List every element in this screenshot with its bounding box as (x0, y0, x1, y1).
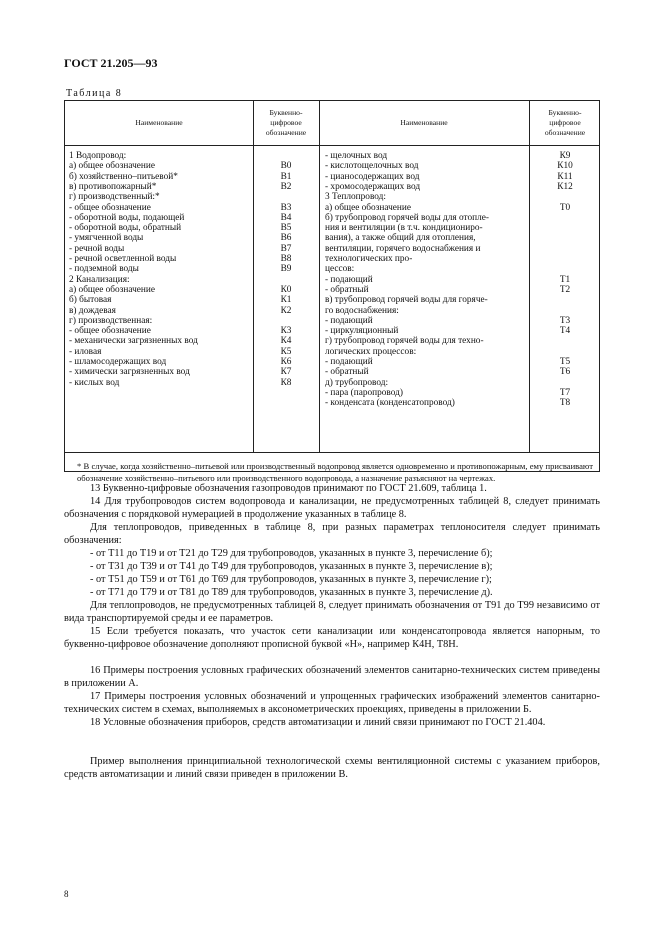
table-row-code: Т8 (559, 398, 571, 409)
table-row-name: технологических про- (325, 254, 413, 264)
column-header-name-right: Наименование (400, 118, 448, 127)
table-row-name: г) трубопровод горячей воды для техно- (325, 336, 484, 347)
table-row-name: вания), а также общий для отопления, (325, 233, 476, 244)
table-row-name: - кислотощелочных вод (325, 161, 419, 172)
table-row-name: - кислых вод (69, 377, 120, 388)
table-row-name: б) трубопровод горячей воды для отопле- (325, 212, 489, 223)
paragraph: Пример выполнения принципиальной технологической схемы вентиляционной системы с указанием приборов, средств автоматизации и линий связи приведен в приложении В. (64, 756, 600, 780)
column-header-code-right: Буквенно- цифровое обозначение (544, 108, 586, 137)
table-row-code: К8 (280, 377, 292, 388)
table-row-code: В2 (280, 181, 292, 192)
table-divider (65, 452, 599, 453)
table-row-code: Т6 (559, 367, 571, 378)
table-row-name: 3 Теплопровод: (325, 192, 386, 203)
list-item: - от Т31 до Т39 и от Т41 до Т49 для трубопроводов, указанных в пункте 3, перечисление в); (90, 561, 493, 572)
document-header: ГОСТ 21.205—93 (64, 56, 158, 70)
table-footnote: * В случае, когда хозяйственно–питьевой или производственный водопровод является одновременно и противопожарным, ему присваивают обозначение хозяйственно–питьевого или производственного водопровода, а назначение разъясняют на чертежах. (77, 461, 593, 483)
table-row-code: К4 (280, 336, 292, 347)
table-row-code: К2 (280, 305, 292, 316)
table-row-code: В4 (280, 212, 292, 223)
paragraph: 18 Условные обозначения приборов, средств автоматизации и линий связи принимают по ГОСТ 21.404. (90, 717, 546, 728)
table-row-name: а) общее обозначение (69, 284, 155, 295)
table-row-name: г) производственная: (69, 315, 153, 326)
table-row-code (529, 233, 601, 243)
table-row-code (529, 213, 601, 223)
table-row-name: - химически загрязненных вод (69, 367, 190, 378)
paragraph: 13 Буквенно-цифровые обозначения газопроводов принимают по ГОСТ 21.609, таблица 1. (90, 483, 487, 494)
list-item: - от Т71 до Т79 и от Т81 до Т89 для трубопроводов, указанных в пункте 3, перечисление д). (90, 587, 493, 598)
table-row-name: - пара (паропровод) (325, 387, 403, 398)
table-row-name: го водоснабжения: (325, 305, 399, 316)
paragraph: 15 Если требуется показать, что участок сети канализации или конденсатопровода является напорным, то буквенно-цифровое обозначение дополняют прописной буквой «Н», например К4Н, Т8Н. (64, 626, 600, 650)
table-row-name: - речной осветленной воды (69, 254, 177, 264)
table-row-code: Т1 (559, 274, 571, 285)
table-row-code: К1 (280, 295, 292, 306)
table-row-name: - речной воды (69, 243, 125, 254)
table-row-name: - умягченной воды (69, 233, 144, 244)
table-row-name: - механически загрязненных вод (69, 336, 198, 347)
table-row-code (253, 192, 319, 202)
table-row-name: г) производственный:* (69, 192, 160, 203)
table-row-name: - подающий (325, 274, 373, 285)
table-row-code: В1 (280, 171, 292, 182)
table-row-code: Т7 (559, 387, 571, 398)
table-row-code: Т5 (559, 357, 571, 367)
page-number: 8 (64, 889, 69, 899)
table-row-name: - обратный (325, 284, 369, 295)
table-row-code (529, 192, 601, 202)
table-row-name: - общее обозначение (69, 326, 151, 337)
paragraph: 17 Примеры построения условных обозначений и упрощенных графических изображений элементов санитарно-технических систем в схемах, выполняемых в аксонометрических проекциях, приведены в приложении Б. (64, 691, 600, 715)
table-row-name: а) общее обозначение (69, 161, 155, 172)
table-row-name: - хромосодержащих вод (325, 181, 421, 192)
table-row-code: К10 (557, 161, 573, 172)
table-row-name: - общее обозначение (69, 202, 151, 213)
list-item: - от Т11 до Т19 и от Т21 до Т29 для трубопроводов, указанных в пункте 3, перечисление б); (90, 548, 493, 559)
table-row-code (529, 244, 601, 254)
table-divider (319, 101, 320, 452)
table-row-code: В0 (280, 161, 292, 172)
table-row-code: В7 (280, 243, 292, 254)
table-row-name: б) бытовая (69, 295, 112, 306)
table-row-code: В8 (280, 254, 292, 264)
designation-table (64, 100, 600, 483)
table-row-code: Т3 (559, 315, 571, 326)
table-row-code (529, 306, 601, 316)
table-row-name: 2 Канализация: (69, 274, 130, 285)
table-row-name: - конденсата (конденсатопровод) (325, 398, 455, 409)
table-row-code (529, 223, 601, 233)
table-row-code (529, 347, 601, 357)
table-row-name: 1 Водопровод: (69, 151, 127, 161)
table-row-code: К0 (280, 284, 292, 295)
table-row-code (253, 316, 319, 326)
table-row-name: ния и вентиляции (в т.ч. кондициониро- (325, 223, 483, 234)
table-row-code: В6 (280, 233, 292, 244)
paragraph: Для теплопроводов, не предусмотренных таблицей 8, следует принимать обозначения от Т91 до Т99 независимо от вида транспортируемой среды и ее параметров. (64, 600, 600, 624)
table-row-code: Т4 (559, 326, 571, 337)
table-row-code: К5 (280, 346, 292, 357)
table-row-code (253, 151, 319, 161)
table-row-code: Т2 (559, 284, 571, 295)
table-row-code: К3 (280, 326, 292, 337)
table-row-name: логических процессов: (325, 346, 417, 357)
table-row-name: - шламосодержащих вод (69, 357, 167, 367)
table-row-name: - цианосодержащих вод (325, 171, 420, 182)
table-row-name: - оборотной воды, обратный (69, 223, 182, 234)
paragraph: 16 Примеры построения условных графических обозначений элементов санитарно-технических систем приведены в приложении А. (64, 665, 600, 689)
table-row-name: - оборотной воды, подающей (69, 212, 185, 223)
table-row-name: - щелочных вод (325, 151, 388, 161)
table-row-code: К7 (280, 367, 292, 378)
table-row-name: д) трубопровод: (325, 377, 389, 388)
paragraph: 14 Для трубопроводов систем водопровода и канализации, не предусмотренных таблицей 8, следует принимать обозначения с порядковой нумерацией в продолжение указанных в таблице 8. (64, 496, 600, 520)
table-row-code: К12 (557, 181, 573, 192)
table-row-code: В3 (280, 202, 292, 213)
table-row-code (253, 275, 319, 285)
table-row-code (529, 264, 601, 274)
table-row-code (529, 295, 601, 305)
table-row-code (529, 378, 601, 388)
table-row-name: - подземной воды (69, 264, 139, 275)
table-row-name: - циркуляционный (325, 326, 399, 337)
table-row-name: в) трубопровод горячей воды для горяче- (325, 295, 488, 306)
table-row-code (529, 336, 601, 346)
table-row-code (529, 254, 601, 264)
paragraph: Для теплопроводов, приведенных в таблице 8, при разных параметрах теплоносителя следует принимать обозначения: (64, 522, 600, 546)
list-item: - от Т51 до Т59 и от Т61 до Т69 для трубопроводов, указанных в пункте 3, перечисление г); (90, 574, 492, 585)
table-caption: Таблица 8 (66, 88, 123, 99)
column-header-code-left: Буквенно- цифровое обозначение (265, 108, 307, 137)
table-row-code: В9 (280, 264, 292, 275)
table-row-name: в) дождевая (69, 305, 116, 316)
table-row-name: в) противопожарный* (69, 181, 157, 192)
table-divider (65, 145, 599, 146)
table-row-code: В5 (280, 223, 292, 234)
table-row-name: - иловая (69, 346, 102, 357)
table-row-name: - подающий (325, 357, 373, 367)
table-row-name: цессов: (325, 264, 355, 275)
column-header-name-left: Наименование (135, 118, 183, 127)
table-row-name: а) общее обозначение (325, 202, 411, 213)
table-row-name: вентиляции, горячего водоснабжения и (325, 243, 481, 254)
table-row-name: - подающий (325, 315, 373, 326)
table-row-code: Т0 (559, 202, 571, 213)
table-row-name: б) хозяйственно–питьевой* (69, 171, 178, 182)
table-row-code: К6 (280, 357, 292, 367)
table-row-code: К11 (557, 171, 573, 182)
table-row-name: - обратный (325, 367, 369, 378)
table-row-code: К9 (559, 151, 571, 161)
